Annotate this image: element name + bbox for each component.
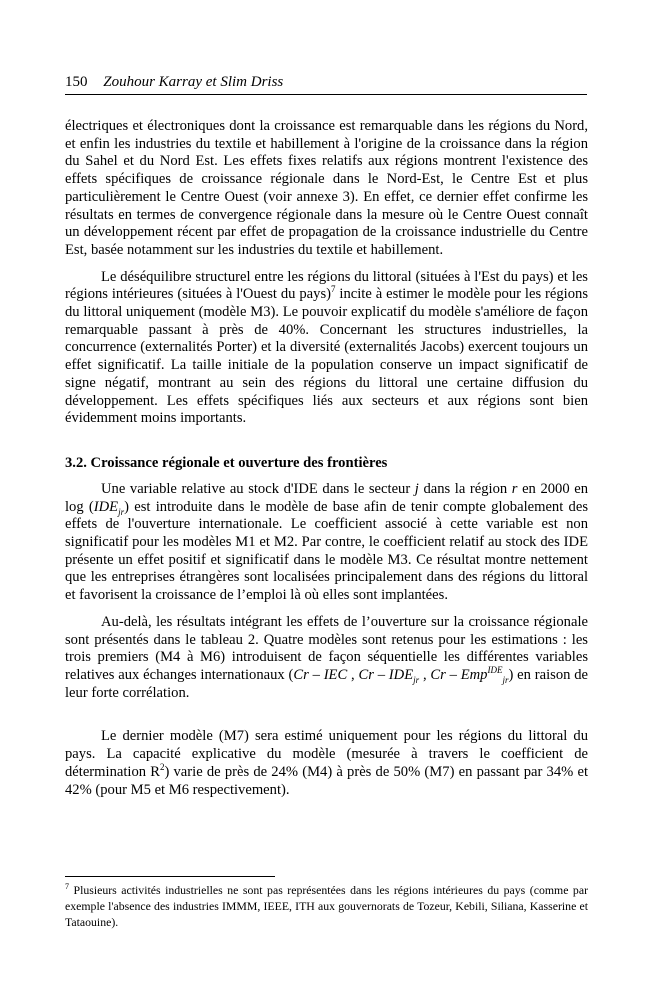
running-header-authors: Zouhour Karray et Slim Driss bbox=[103, 74, 284, 90]
math-cr-emp: Cr – Emp$^{IDE}_{jr}$ bbox=[430, 665, 509, 685]
paragraph-1: électriques et électroniques dont la croissance est remarquable dans les régions du Nord, et enfin les industries du textile et habillement à l'origine de la croissance dans la région du Sahel et du Nord Est. Les effets fixes relatifs aux régions montrent l'existence des effets spécifiques de croissance régionale dans le Nord-Est, le Centre Est et plus particulièrement le Centre Ouest (voir annexe 3). En effet, ce dernier effet confirme les résultats en termes de convergence régionale dans la mesure où le Centre Ouest connaît un développement récent par effet de propagation de la croissance industrielle du Centre Est, basée notamment sur les industries du textile et habillement. bbox=[65, 118, 588, 258]
math-cr-iec: Cr – IEC bbox=[293, 666, 348, 683]
main-text bbox=[65, 118, 588, 799]
footnote-ref: 7 bbox=[330, 284, 336, 295]
ide-variable: $IDE_{jr}$ bbox=[93, 498, 125, 517]
footnote bbox=[65, 882, 588, 931]
paragraph-5: Le dernier modèle (M7) sera estimé uniquement pour les régions du littoral du pays. La capacité explicative du modèle (mesurée à travers le coefficient de détermination $R^2$) varie de près de 24% (M4) à près de 50% (M7) en passant par 34% et 42% (pour M5 et M6 respectivement). bbox=[65, 728, 588, 798]
footnote-text: Plusieurs activités industrielles ne sont pas représentées dans les régions intérieures du pays (comme par exemple l'absence des industries IMMM, IEEE, ITH aux gouvernorats de Tozeur, Kebili, Siliana, Kasserine et Tataouine). bbox=[65, 883, 588, 930]
running-header bbox=[65, 73, 587, 95]
footnote-marker: 7 bbox=[65, 882, 69, 892]
math-cr-ide: Cr – $IDE_{jr}$ bbox=[358, 666, 420, 685]
paragraph-2: Le déséquilibre structurel entre les régions du littoral (situées à l'Est du pays) et les régions intérieures (situées à l'Ouest du pays)$^7$ incite à estimer le modèle pour les régions du littoral uniquement (modèle M3). Le pouvoir explicatif du modèle s'améliore de façon remarquable passant à près de 40%. Concernant les structures industrielles, la concurrence (externalités Porter) et la diversité (externalités Jacobs) exercent toujours un effet significatif. La taille initiale de la population conserve un impact significatif de signe négatif, montrant au sein des régions du littoral une certaine diffusion du développement. Les effets spécifiques liés aux secteurs et aux régions sont bien évidemment moins importants. bbox=[65, 268, 588, 427]
footnote-divider bbox=[65, 876, 275, 877]
page-number: 150 bbox=[65, 74, 88, 90]
paragraph-4: Au-delà, les résultats intégrant les effets de l’ouverture sur la croissance régionale sont présentés dans le tableau 2. Quatre modèles sont retenus pour les estimations : les trois premiers (M4 à M6) introduisent de façon séquentielle les différentes variables relatives aux échanges internationaux (Cr – IEC , Cr – $IDE_{jr}$ , Cr – Emp$^{IDE}_{jr}$) en raison de leur forte corrélation. bbox=[65, 613, 588, 701]
section-title: 3.2. Croissance régionale et ouverture des frontières bbox=[65, 454, 388, 471]
paragraph-3: Une variable relative au stock d'IDE dans le secteur j dans la région r en 2000 en $\log (IDE_{jr})$ est introduite dans le modèle de base afin de tenir compte globalement des effets de l'ouverture internationale. Le coefficient associé à cette variable est non significatif pour les modèles M1 et M2. Par contre, le coefficient relatif au stock des IDE présente un effet positif et significatif dans le modèle M3. Ce résultat montre nettement que les entreprises étrangères sont localisées principalement dans des régions du littoral et favorisent la croissance de l’emploi là où elles sont implantées. bbox=[65, 480, 588, 604]
